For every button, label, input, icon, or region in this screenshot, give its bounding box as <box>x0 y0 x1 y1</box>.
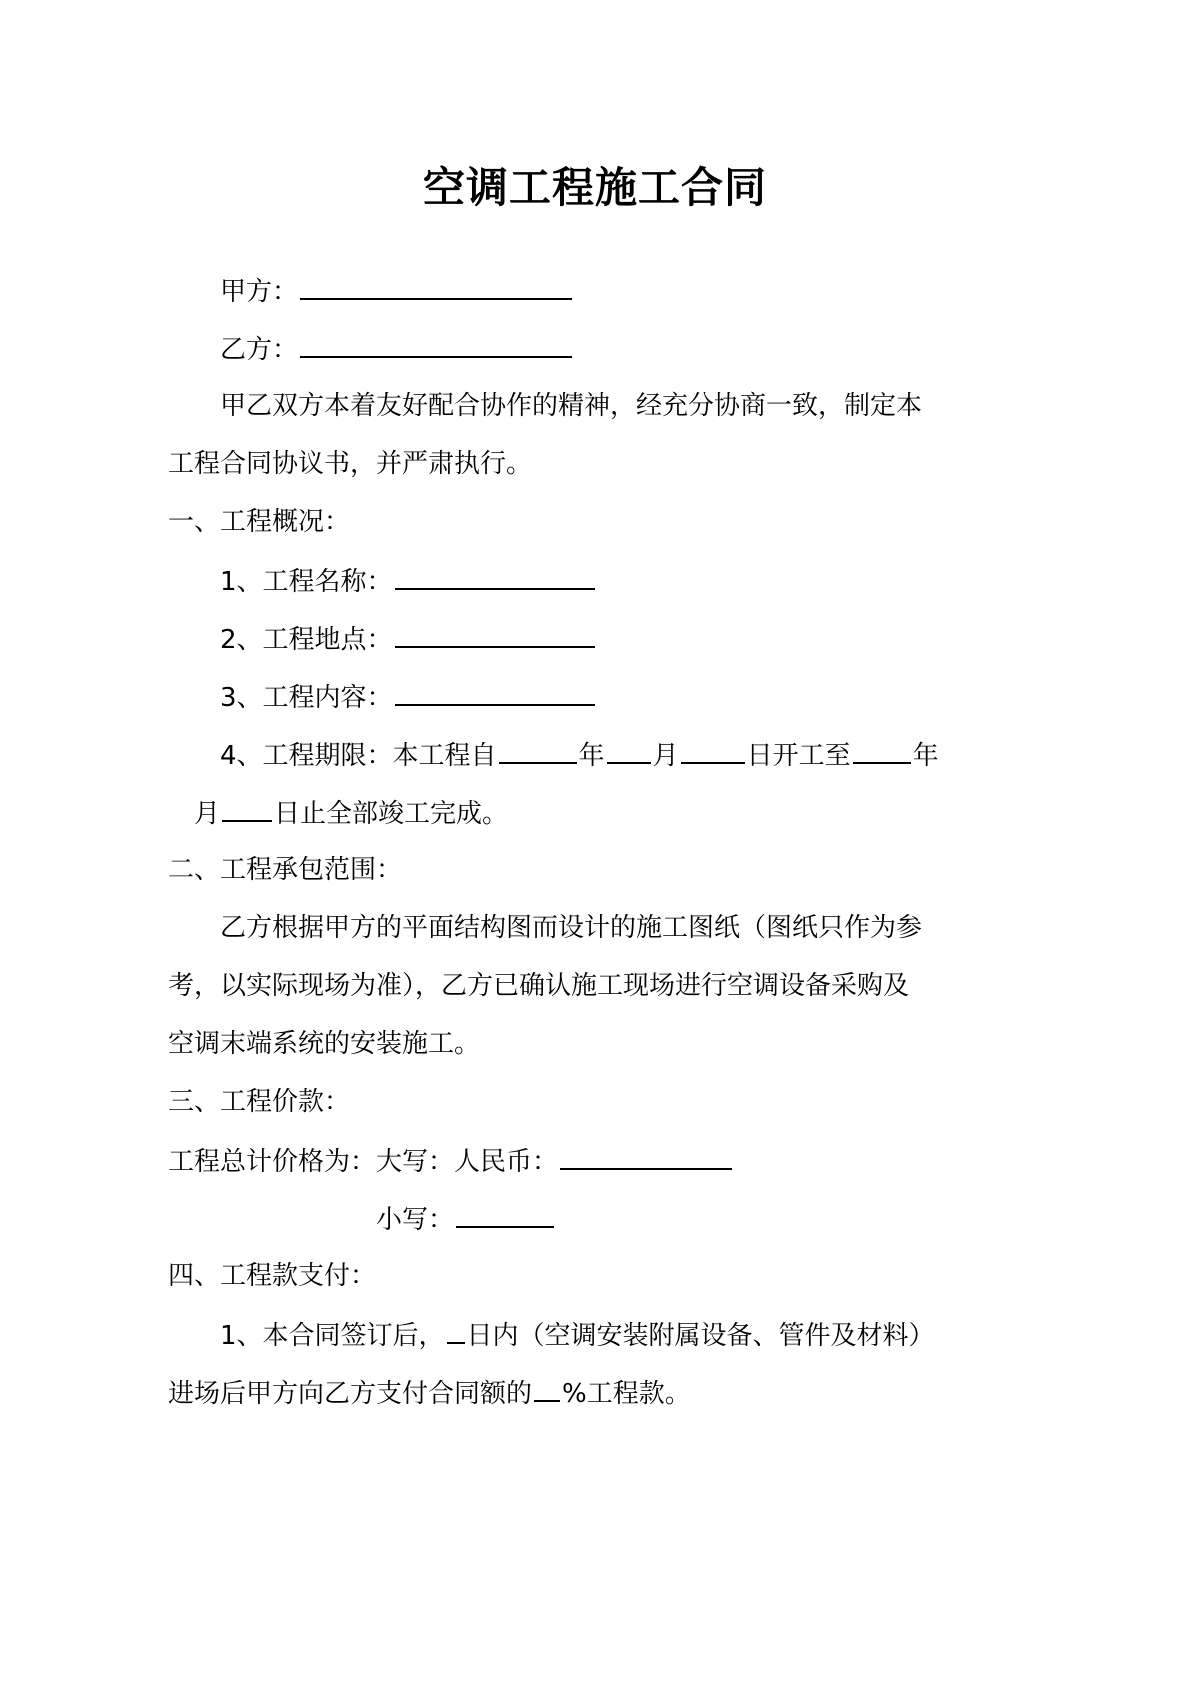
small-price-line <box>376 1198 556 1240</box>
project-content-line <box>220 676 597 718</box>
project-name-line <box>220 560 597 602</box>
end-year-blank[interactable] <box>853 734 911 764</box>
project-name-label: 1、工程名称： <box>220 567 393 597</box>
small-price-label: 小写： <box>376 1205 455 1235</box>
scope-line-3: 空调末端系统的安装施工。 <box>168 1029 481 1059</box>
payment-label: 1、本合同签订后， <box>220 1321 445 1351</box>
payment-text: 进场后甲方向乙方支付合同额的 <box>168 1379 533 1409</box>
total-price-line <box>168 1140 734 1182</box>
month-label: 月 <box>652 741 679 771</box>
payment-days-blank[interactable] <box>447 1314 465 1344</box>
section-2-heading: 二、工程承包范围： <box>168 855 403 885</box>
scope-line-2: 考，以实际现场为准），乙方已确认施工现场进行空调设备采购及 <box>168 971 910 1001</box>
start-to-label: 日开工至 <box>746 741 851 771</box>
start-month-blank[interactable] <box>607 734 651 764</box>
end-day-blank[interactable] <box>222 792 272 822</box>
start-day-blank[interactable] <box>681 734 745 764</box>
total-price-uppercase-blank[interactable] <box>560 1140 732 1170</box>
payment-percent-label: %工程款。 <box>562 1379 691 1409</box>
payment-line-1 <box>220 1314 935 1356</box>
payment-percent-blank[interactable] <box>534 1372 560 1402</box>
start-year-blank[interactable] <box>499 734 577 764</box>
party-b-blank[interactable] <box>300 328 572 358</box>
party-a-blank[interactable] <box>300 270 572 300</box>
section-3-heading: 三、工程价款： <box>168 1087 351 1117</box>
total-price-numeric-blank[interactable] <box>456 1198 554 1228</box>
project-name-blank[interactable] <box>395 560 595 590</box>
project-period-label: 4、工程期限：本工程自 <box>220 741 497 771</box>
section-4-heading: 四、工程款支付： <box>168 1261 377 1291</box>
intro-line-2: 工程合同协议书，并严肃执行。 <box>168 449 533 479</box>
project-location-line <box>220 618 597 660</box>
project-location-label: 2、工程地点： <box>220 625 393 655</box>
party-b-label: 乙方： <box>220 335 299 365</box>
party-b-line <box>220 328 574 370</box>
year-label: 年 <box>578 741 605 771</box>
total-price-label: 工程总计价格为：大写：人民币： <box>168 1147 559 1177</box>
project-period-line <box>220 734 939 776</box>
payment-condition: 日内（空调安装附属设备、管件及材料） <box>466 1321 935 1351</box>
scope-line-1: 乙方根据甲方的平面结构图而设计的施工图纸（图纸只作为参 <box>220 913 923 943</box>
intro-line-1: 甲乙双方本着友好配合协作的精神，经充分协商一致，制定本 <box>220 391 923 421</box>
project-content-label: 3、工程内容： <box>220 683 393 713</box>
project-location-blank[interactable] <box>395 618 595 648</box>
party-a-label: 甲方： <box>220 277 299 307</box>
document-title: 空调工程施工合同 <box>422 163 767 212</box>
party-a-line <box>220 270 574 312</box>
year-label: 年 <box>912 741 939 771</box>
section-1-heading: 一、工程概况： <box>168 507 351 537</box>
project-period-line-2 <box>194 792 508 834</box>
payment-line-2 <box>168 1372 691 1414</box>
completion-label: 日止全部竣工完成。 <box>274 799 509 829</box>
project-content-blank[interactable] <box>395 676 595 706</box>
month-label: 月 <box>194 799 221 829</box>
